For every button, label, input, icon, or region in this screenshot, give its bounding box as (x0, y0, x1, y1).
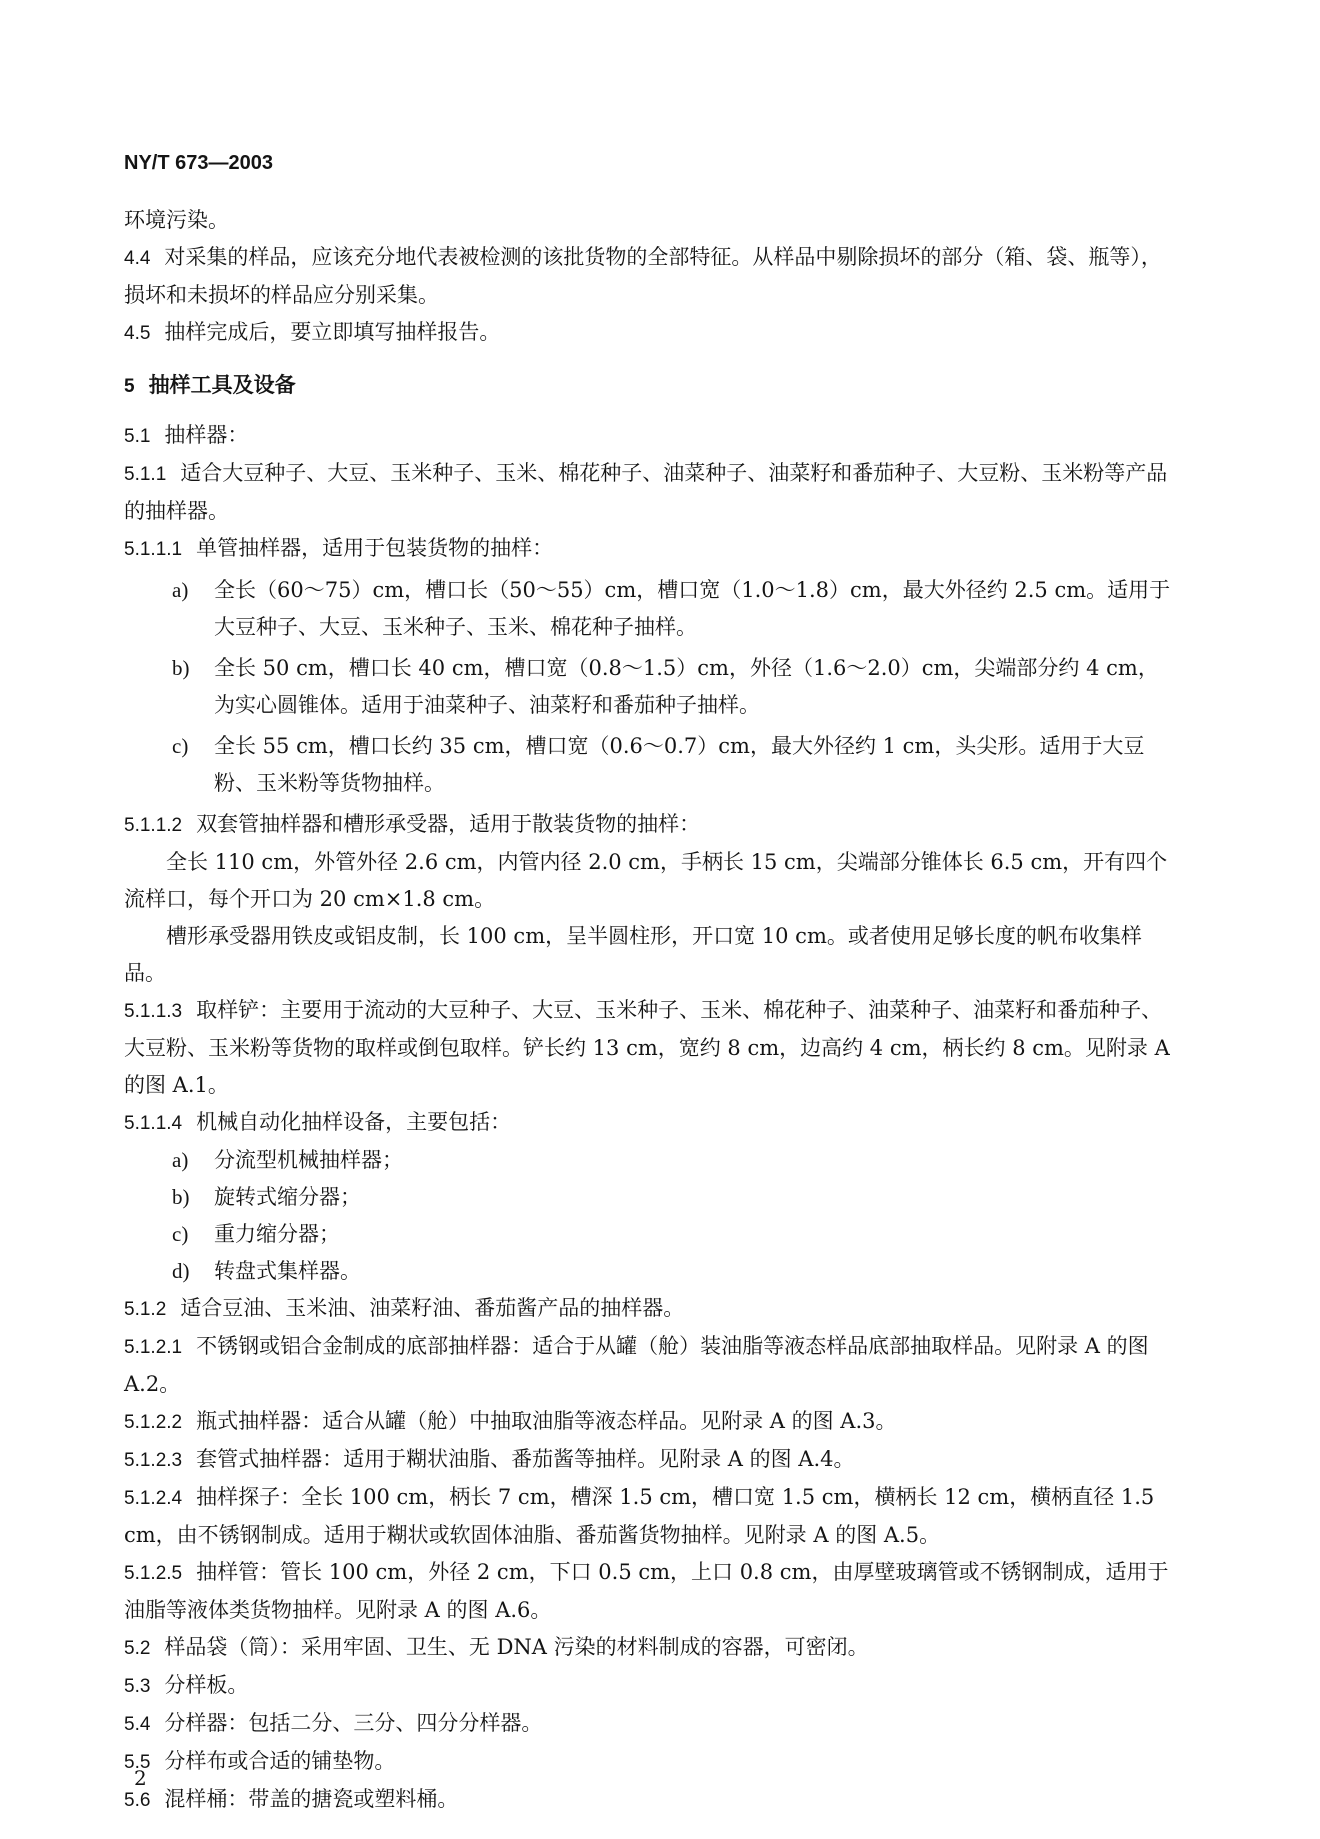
clause-number: 5.1.1.1 (124, 539, 183, 560)
clause-5-2 (124, 1629, 1174, 1667)
clause-text: 抽样完成后，要立即填写抽样报告。 (164, 320, 501, 344)
clause-paragraph: 全长 110 cm，外管外径 2.6 cm，内管内径 2.0 cm，手柄长 15 cm，尖端部分锥体长 6.5 cm，开有四个流样口，每个开口为 20 cm×1.8 cm。 (124, 850, 1168, 911)
clause-text: 取样铲：主要用于流动的大豆种子、大豆、玉米种子、玉米、棉花种子、油菜种子、油菜籽和番茄种子、大豆粉、玉米粉等货物的取样或倒包取样。铲长约 13 cm，宽约 8 cm，边高约 4 cm，柄长约 8 cm。见附录 A 的图 A.1。 (124, 998, 1170, 1097)
clause-number: 5.1.2.4 (124, 1488, 183, 1509)
clause-text: 环境污染。 (124, 208, 229, 232)
clause-text: 混样桶：带盖的搪瓷或塑料桶。 (164, 1787, 459, 1811)
list-text: 分流型机械抽样器； (214, 1148, 403, 1172)
list-text: 重力缩分器； (214, 1222, 340, 1246)
clause-5-1-2-5 (124, 1554, 1174, 1629)
clause-number: 5.1.2 (124, 1299, 167, 1320)
clause-5-1-1-4 (124, 1104, 1174, 1142)
clause-number: 5.2 (124, 1638, 151, 1659)
clause-5-1-1 (124, 455, 1174, 530)
clause-text: 瓶式抽样器：适合从罐（舱）中抽取油脂等液态样品。见附录 A 的图 A.3。 (196, 1409, 897, 1433)
list-item (124, 650, 1174, 724)
list-text: 全长 50 cm，槽口长 40 cm，槽口宽（0.8～1.5）cm，外径（1.6～2.0）cm，尖端部分约 4 cm，为实心圆锥体。适用于油菜种子、油菜籽和番茄种子抽样。 (214, 656, 1159, 717)
clause-text: 适合大豆种子、大豆、玉米种子、玉米、棉花种子、油菜种子、油菜籽和番茄种子、大豆粉、玉米粉等产品的抽样器。 (124, 461, 1168, 523)
section-title: 抽样工具及设备 (148, 372, 296, 397)
clause-5-1-1-1 (124, 530, 1174, 568)
clause-number: 5.1.1 (124, 464, 167, 485)
clause-text: 不锈钢或铝合金制成的底部抽样器：适合于从罐（舱）装油脂等液态样品底部抽取样品。见附录 A 的图 A.2。 (124, 1334, 1149, 1396)
clause-number: 4.4 (124, 248, 151, 269)
clause-5-6 (124, 1781, 1174, 1819)
clause-text: 套管式抽样器：适用于糊状油脂、番茄酱等抽样。见附录 A 的图 A.4。 (196, 1447, 855, 1471)
clause-number: 5.1.2.3 (124, 1450, 183, 1471)
clause-number: 4.5 (124, 323, 151, 344)
list-label: c) (172, 734, 189, 758)
clause-5-1-2-1 (124, 1328, 1174, 1403)
clause-number: 5.1.2.5 (124, 1563, 183, 1584)
clause-text: 抽样管：管长 100 cm，外径 2 cm，下口 0.5 cm，上口 0.8 cm，由厚壁玻璃管或不锈钢制成，适用于油脂等液体类货物抽样。见附录 A 的图 A.6。 (124, 1560, 1169, 1622)
list-text: 全长（60～75）cm，槽口长（50～55）cm，槽口宽（1.0～1.8）cm，最大外径约 2.5 cm。适用于大豆种子、大豆、玉米种子、玉米、棉花种子抽样。 (214, 578, 1171, 639)
list-item (124, 1253, 1174, 1290)
clause-number: 5.6 (124, 1790, 151, 1811)
list-item (124, 572, 1174, 646)
list-text: 转盘式集样器。 (214, 1259, 361, 1283)
list-text: 旋转式缩分器； (214, 1185, 361, 1209)
clause-4-5 (124, 314, 1174, 352)
page-number: 2 (134, 1766, 147, 1790)
clause-5-4 (124, 1705, 1174, 1743)
list-label: c) (172, 1222, 189, 1246)
list-item (124, 728, 1174, 802)
clause-text: 机械自动化抽样设备，主要包括： (196, 1110, 512, 1134)
clause-number: 5.1.2.1 (124, 1337, 183, 1358)
clause-5-1-2 (124, 1290, 1174, 1328)
list-label: b) (172, 656, 190, 680)
clause-5-3 (124, 1667, 1174, 1705)
list-item (124, 1216, 1174, 1253)
list-label: a) (172, 1148, 189, 1172)
list-label: b) (172, 1185, 190, 1209)
list-item (124, 1142, 1174, 1179)
clause-5-1-1-3 (124, 992, 1174, 1104)
clause-number: 5.4 (124, 1714, 151, 1735)
clause-text: 分样板。 (164, 1673, 249, 1697)
clause-text: 分样器：包括二分、三分、四分分样器。 (164, 1711, 543, 1735)
clause-5-1-1-2 (124, 806, 1174, 844)
clause-text: 分样布或合适的铺垫物。 (164, 1749, 396, 1773)
clause-number: 5.1.1.4 (124, 1113, 183, 1134)
list-label: d) (172, 1259, 190, 1283)
section-number: 5 (124, 376, 135, 397)
clause-number: 5.1.2.2 (124, 1412, 183, 1433)
clause-5-1-2-4 (124, 1479, 1174, 1554)
clause-text: 抽样器： (164, 423, 249, 447)
clause-5-1-2-2 (124, 1403, 1174, 1441)
clause-paragraph: 槽形承受器用铁皮或铝皮制，长 100 cm，呈半圆柱形，开口宽 10 cm。或者使用足够长度的帆布收集样品。 (124, 924, 1142, 985)
document-body (124, 202, 1174, 1819)
clause-5-5 (124, 1743, 1174, 1781)
clause-text: 双套管抽样器和槽形承受器，适用于散装货物的抽样： (196, 812, 701, 836)
clause-4-4 (124, 239, 1174, 314)
list-item (124, 1179, 1174, 1216)
clause-5-1 (124, 417, 1174, 455)
clause-number: 5.1.1.3 (124, 1001, 183, 1022)
clause-number: 5.3 (124, 1676, 151, 1697)
clause-number: 5.1.1.2 (124, 815, 183, 836)
clause-text: 样品袋（筒）：采用牢固、卫生、无 DNA 污染的材料制成的容器，可密闭。 (164, 1635, 869, 1659)
standard-code: NY/T 673—2003 (124, 152, 273, 174)
clause-number: 5.1 (124, 426, 151, 447)
clause-5-1-2-3 (124, 1441, 1174, 1479)
clause-number: 5.5 (124, 1752, 151, 1773)
section-5-heading (124, 366, 1174, 405)
clause-text: 抽样探子：全长 100 cm，柄长 7 cm，槽深 1.5 cm，槽口宽 1.5 cm，横柄长 12 cm，横柄直径 1.5 cm，由不锈钢制成。适用于糊状或软固体油脂、番茄酱货物抽样。见附录 A 的图 A.5。 (124, 1485, 1155, 1547)
clause-text: 单管抽样器，适用于包装货物的抽样： (196, 536, 554, 560)
list-label: a) (172, 578, 189, 602)
clause-text: 对采集的样品，应该充分地代表被检测的该批货物的全部特征。从样品中剔除损坏的部分（箱、袋、瓶等），损坏和未损坏的样品应分别采集。 (124, 245, 1162, 307)
clause-text: 适合豆油、玉米油、油菜籽油、番茄酱产品的抽样器。 (180, 1296, 685, 1320)
list-text: 全长 55 cm，槽口长约 35 cm，槽口宽（0.6～0.7）cm，最大外径约 1 cm，头尖形。适用于大豆粉、玉米粉等货物抽样。 (214, 734, 1145, 795)
